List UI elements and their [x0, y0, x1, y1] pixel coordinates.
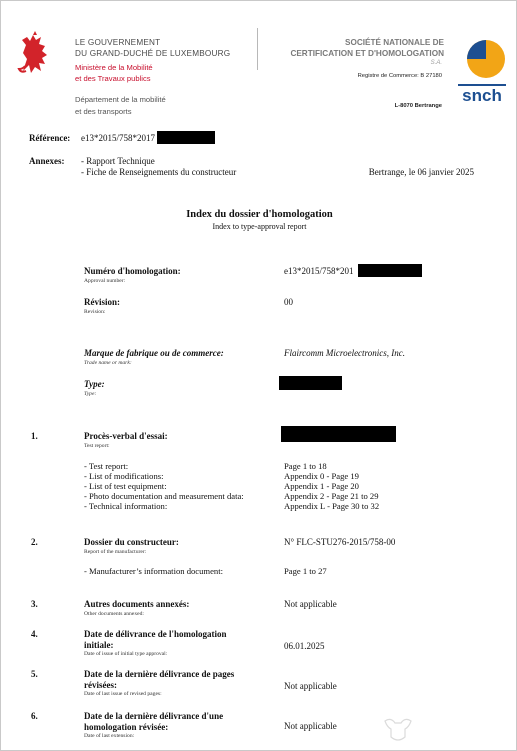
section-5-translation: Date of last issue of revised pages: [84, 691, 162, 697]
section-2-translation: Report of the manufacturer: [84, 549, 147, 555]
section-4-value: 06.01.2025 [284, 641, 325, 651]
luxembourg-lion-emblem [17, 31, 53, 75]
reference-label: Référence: [29, 133, 71, 143]
approval-number-label: Numéro d'homologation: [84, 266, 181, 276]
header-divider [257, 28, 258, 70]
redaction-box [358, 264, 422, 277]
snch-name-line-2: CERTIFICATION ET D'HOMOLOGATION [290, 49, 444, 58]
list-item-value: Page 1 to 27 [284, 566, 327, 576]
document-subtitle: Index to type-approval report [212, 222, 307, 231]
section-3-value: Not applicable [284, 599, 337, 609]
section-5-label-line-2: révisées: [84, 680, 117, 690]
section-6-translation: Date of last extension: [84, 733, 135, 739]
section-4-translation: Date of issue of initial type approval: [84, 651, 168, 657]
section-6-label-line-2: homologation révisée: [84, 722, 169, 732]
section-5-value: Not applicable [284, 681, 337, 691]
snch-address: L-8070 Bertrange [394, 103, 442, 109]
approval-number-value: e13*2015/758*201 [284, 266, 354, 276]
section-6-label-line-1: Date de la dernière délivrance d'une [84, 711, 224, 721]
list-item-value: Appendix 2 - Page 21 to 29 [284, 491, 379, 501]
list-item-value: Appendix 1 - Page 20 [284, 481, 359, 491]
section-2-number: 2. [31, 537, 38, 547]
section-2-value: N° FLC-STU276-2015/758-00 [284, 537, 396, 547]
section-1-number: 1. [31, 431, 38, 441]
trade-name-value: Flaircomm Microelectronics, Inc. [284, 348, 405, 358]
section-6-number: 6. [31, 711, 38, 721]
snch-legal-form: S.A. [430, 60, 442, 66]
section-3-translation: Other documents annexed: [84, 611, 144, 617]
snch-logo [456, 37, 508, 109]
document-title: Index du dossier d'homologation [186, 209, 333, 220]
section-2-label: Dossier du constructeur: [84, 537, 179, 547]
section-1-label: Procès-verbal d'essai: [84, 431, 168, 441]
redaction-box [157, 131, 215, 144]
annexes-label: Annexes: [29, 156, 65, 166]
department-line-1: Département de la mobilité [75, 95, 166, 104]
place-and-date: Bertrange, le 06 janvier 2025 [368, 167, 474, 177]
watermark-icon [381, 715, 415, 745]
trade-name-translation: Trade name or mark: [84, 360, 132, 366]
trade-name-label: Marque de fabrique ou de commerce: [84, 348, 224, 358]
annex-item-2: - Fiche de Renseignements du constructeur [81, 167, 237, 177]
list-item: - List of modifications: [84, 471, 164, 481]
type-label: Type: [84, 379, 105, 389]
redaction-box [279, 376, 342, 390]
list-item: - Technical information: [84, 501, 168, 511]
revision-translation: Revision: [84, 309, 106, 315]
list-item: - List of test equipment: [84, 481, 167, 491]
ministry-line-2: et des Travaux publics [75, 74, 151, 83]
list-item: - Test report: [84, 461, 129, 471]
ministry-line-1: Ministère de la Mobilité [75, 63, 153, 72]
section-5-number: 5. [31, 669, 38, 679]
list-item-value: Page 1 to 18 [284, 461, 327, 471]
government-line-1: LE GOUVERNEMENT [75, 38, 161, 47]
snch-name-line-1: SOCIÉTÉ NATIONALE DE [344, 38, 444, 47]
section-6-value: Not applicable [284, 721, 337, 731]
list-item: - Photo documentation and measurement data: [84, 491, 244, 501]
approval-number-translation: Approval number: [84, 278, 126, 284]
snch-logo-text: snch [462, 86, 502, 105]
reference-value: e13*2015/758*2017 [81, 133, 155, 143]
section-5-label-line-1: Date de la dernière délivrance de pages [84, 669, 235, 679]
section-4-number: 4. [31, 629, 38, 639]
type-translation: Type: [84, 391, 97, 397]
list-item: - Manufacturer’s information document: [84, 566, 223, 576]
section-3-label: Autres documents annexés: [84, 599, 190, 609]
revision-value: 00 [284, 297, 293, 307]
section-3-number: 3. [31, 599, 38, 609]
revision-label: Révision: [84, 297, 120, 307]
list-item-value: Appendix 0 - Page 19 [284, 471, 359, 481]
department-line-2: et des transports [75, 107, 132, 116]
snch-registre: Registre de Commerce: B 27180 [357, 73, 442, 79]
government-line-2: DU GRAND-DUCHÉ DE LUXEMBOURG [75, 49, 231, 58]
list-item-value: Appendix L - Page 30 to 32 [284, 501, 380, 511]
section-4-label-line-1: Date de délivrance de l'homologation [84, 629, 227, 639]
section-4-label-line-2: initiale: [84, 640, 114, 650]
section-1-translation: Test report: [84, 443, 110, 449]
annex-item-1: - Rapport Technique [81, 156, 155, 166]
redaction-box [281, 426, 396, 442]
